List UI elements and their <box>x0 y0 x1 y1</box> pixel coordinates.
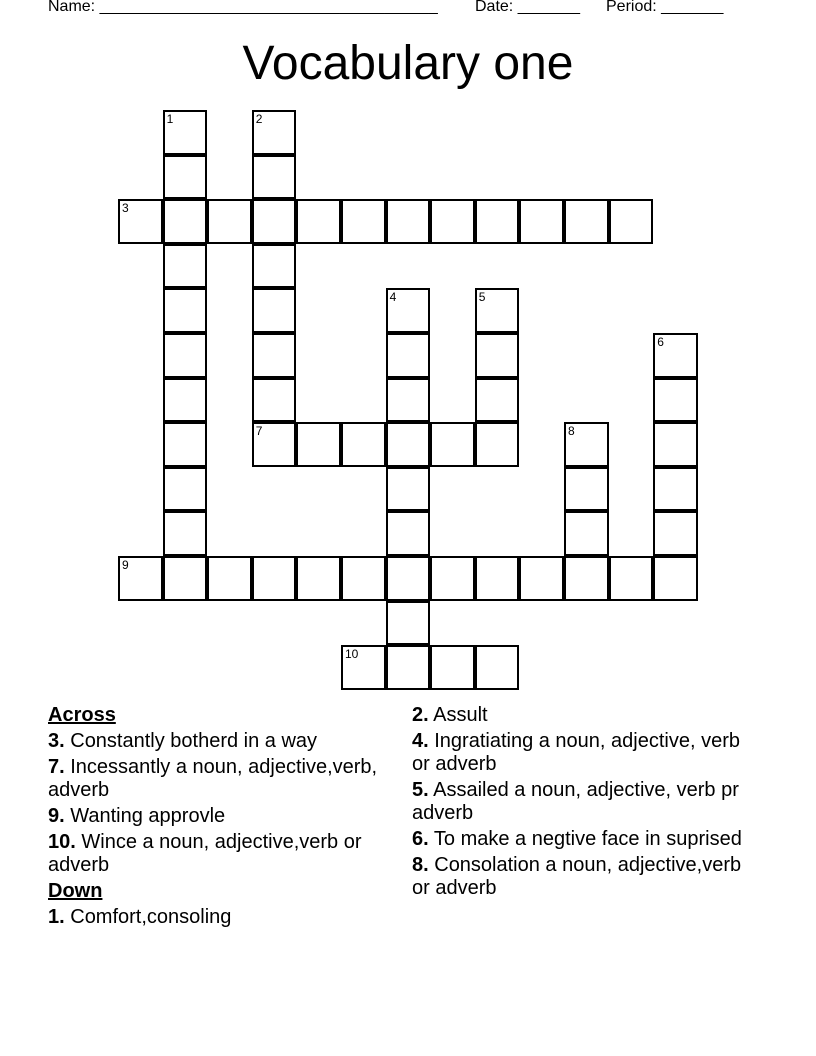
grid-cell[interactable] <box>653 422 698 467</box>
clue-number: 7 <box>255 424 263 439</box>
grid-cell[interactable] <box>252 333 297 378</box>
grid-cell[interactable] <box>163 199 208 244</box>
grid-cell[interactable] <box>475 288 520 333</box>
grid-cell[interactable] <box>564 422 609 467</box>
clue-number: 5 <box>478 290 486 305</box>
grid-cell[interactable] <box>430 422 475 467</box>
clue-column-right <box>412 704 742 903</box>
grid-cell[interactable] <box>341 645 386 690</box>
grid-cell[interactable] <box>386 333 431 378</box>
clue-across-9: 9. Wanting approvle <box>48 805 226 827</box>
clue-across-7: 7. Incessantly a noun, adjective,verb, adverb <box>48 756 378 801</box>
grid-cell[interactable] <box>163 422 208 467</box>
grid-cell[interactable] <box>475 333 520 378</box>
grid-cell[interactable] <box>386 645 431 690</box>
grid-cell[interactable] <box>341 422 386 467</box>
grid-cell[interactable] <box>653 511 698 556</box>
clue-down-6: 6. To make a negtive face in suprised <box>412 828 742 850</box>
clue-down-1: 1. Comfort,consoling <box>48 906 232 928</box>
grid-cell[interactable] <box>163 511 208 556</box>
grid-cell[interactable] <box>475 556 520 601</box>
grid-cell[interactable] <box>475 199 520 244</box>
grid-cell[interactable] <box>386 199 431 244</box>
grid-cell[interactable] <box>252 422 297 467</box>
clue-number: 6 <box>657 335 664 349</box>
grid-cell[interactable] <box>386 601 431 646</box>
clue-number: 9 <box>122 558 129 572</box>
grid-cell[interactable] <box>118 556 163 601</box>
grid-cell[interactable] <box>207 556 252 601</box>
grid-cell[interactable] <box>519 199 564 244</box>
grid-cell[interactable] <box>519 556 564 601</box>
grid-cell[interactable] <box>430 199 475 244</box>
grid-cell[interactable] <box>564 467 609 512</box>
grid-cell[interactable] <box>475 378 520 423</box>
grid-cell[interactable] <box>386 467 431 512</box>
across-heading: Across <box>48 704 116 726</box>
grid-cell[interactable] <box>609 199 654 244</box>
grid-cell[interactable] <box>430 645 475 690</box>
grid-cell[interactable] <box>564 199 609 244</box>
grid-cell[interactable] <box>341 556 386 601</box>
grid-cell[interactable] <box>475 645 520 690</box>
grid-cell[interactable] <box>163 333 208 378</box>
grid-cell[interactable] <box>653 467 698 512</box>
clue-across-10: 10. Wince a noun, adjective,verb or adverb <box>48 831 362 876</box>
grid-cell[interactable] <box>653 556 698 601</box>
grid-cell[interactable] <box>386 422 431 467</box>
clue-number: 1 <box>166 112 174 126</box>
grid-cell[interactable] <box>163 288 208 333</box>
grid-cell[interactable] <box>430 556 475 601</box>
grid-cell[interactable] <box>163 155 208 200</box>
period-field-label: Period: _______ <box>606 0 724 15</box>
grid-cell[interactable] <box>386 556 431 601</box>
grid-cell[interactable] <box>252 199 297 244</box>
clue-number: 3 <box>122 201 129 216</box>
grid-cell[interactable] <box>386 288 431 333</box>
grid-cell[interactable] <box>386 511 431 556</box>
name-field-label: Name: ______________________________________ <box>48 0 438 15</box>
grid-cell[interactable] <box>386 378 431 423</box>
clue-number: 10 <box>345 647 359 662</box>
grid-cell[interactable] <box>252 556 297 601</box>
grid-cell[interactable] <box>163 110 208 155</box>
grid-cell[interactable] <box>564 511 609 556</box>
grid-cell[interactable] <box>163 244 208 289</box>
grid-cell[interactable] <box>252 110 297 155</box>
grid-cell[interactable] <box>296 556 341 601</box>
clue-down-8: 8. Consolation a noun, adjective,verb or adverb <box>412 854 742 899</box>
grid-cell[interactable] <box>252 378 297 423</box>
grid-cell[interactable] <box>207 199 252 244</box>
grid-cell[interactable] <box>564 556 609 601</box>
grid-cell[interactable] <box>653 333 698 378</box>
clue-number: 2 <box>255 112 263 126</box>
clue-across-3: 3. Constantly botherd in a way <box>48 730 318 752</box>
date-field-label: Date: _______ <box>475 0 580 15</box>
grid-cell[interactable] <box>252 288 297 333</box>
clue-down-5: 5. Assailed a noun, adjective, verb pr adverb <box>412 779 739 824</box>
page-title: Vocabulary one <box>242 37 574 90</box>
grid-cell[interactable] <box>252 244 297 289</box>
grid-cell[interactable] <box>653 378 698 423</box>
clue-down-4: 4. Ingratiating a noun, adjective, verb or adverb <box>412 730 740 775</box>
grid-cell[interactable] <box>475 422 520 467</box>
grid-cell[interactable] <box>296 199 341 244</box>
clue-column-left <box>48 704 388 932</box>
grid-cell[interactable] <box>609 556 654 601</box>
down-heading: Down <box>48 880 103 902</box>
clue-number: 8 <box>568 424 575 439</box>
grid-cell[interactable] <box>341 199 386 244</box>
grid-cell[interactable] <box>163 556 208 601</box>
clue-down-2: 2. Assult <box>412 704 488 726</box>
grid-cell[interactable] <box>118 199 163 244</box>
clue-number: 4 <box>389 290 397 305</box>
grid-cell[interactable] <box>252 155 297 200</box>
grid-cell[interactable] <box>296 422 341 467</box>
grid-cell[interactable] <box>163 467 208 512</box>
grid-cell[interactable] <box>163 378 208 423</box>
